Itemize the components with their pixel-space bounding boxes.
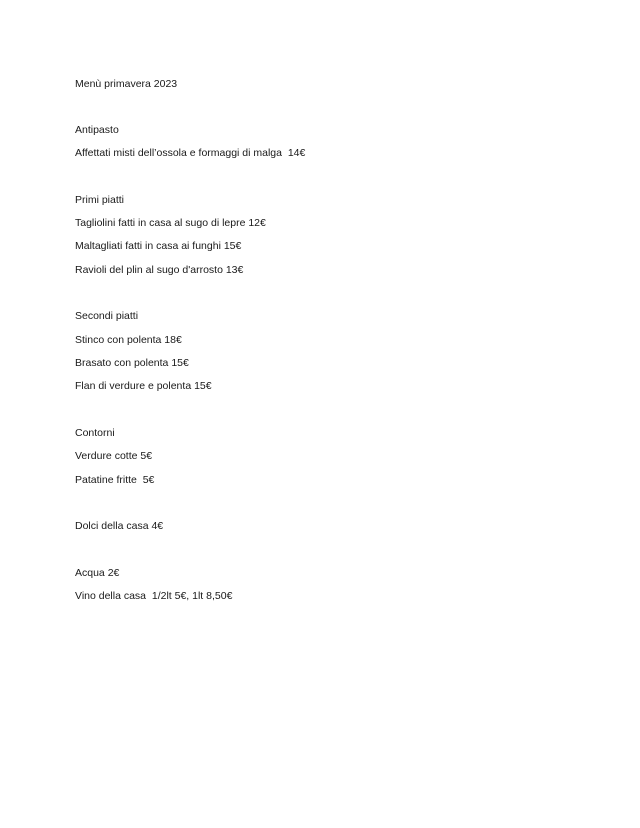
menu-item: Affettati misti dell’ossola e formaggi di malga 14€	[75, 147, 306, 159]
menu-item: Ravioli del plin al sugo d'arrosto 13€	[75, 264, 244, 276]
menu-item: Maltagliati fatti in casa ai funghi 15€	[75, 240, 242, 252]
section-heading-secondi: Secondi piatti	[75, 310, 139, 322]
menu-item-dolci: Dolci della casa 4€	[75, 520, 164, 532]
menu-title: Menù primavera 2023	[75, 78, 178, 90]
menu-item: Brasato con polenta 15€	[75, 357, 189, 369]
menu-item: Tagliolini fatti in casa al sugo di lepre 12€	[75, 217, 266, 229]
menu-item: Flan di verdure e polenta 15€	[75, 380, 212, 392]
menu-item: Patatine fritte 5€	[75, 474, 155, 486]
menu-item-acqua: Acqua 2€	[75, 567, 120, 579]
section-heading-primi: Primi piatti	[75, 194, 125, 206]
section-heading-contorni: Contorni	[75, 427, 115, 439]
menu-item-vino: Vino della casa 1/2lt 5€, 1lt 8,50€	[75, 590, 233, 602]
menu-item: Stinco con polenta 18€	[75, 334, 182, 346]
section-heading-antipasto: Antipasto	[75, 124, 119, 136]
menu-item: Verdure cotte 5€	[75, 450, 153, 462]
